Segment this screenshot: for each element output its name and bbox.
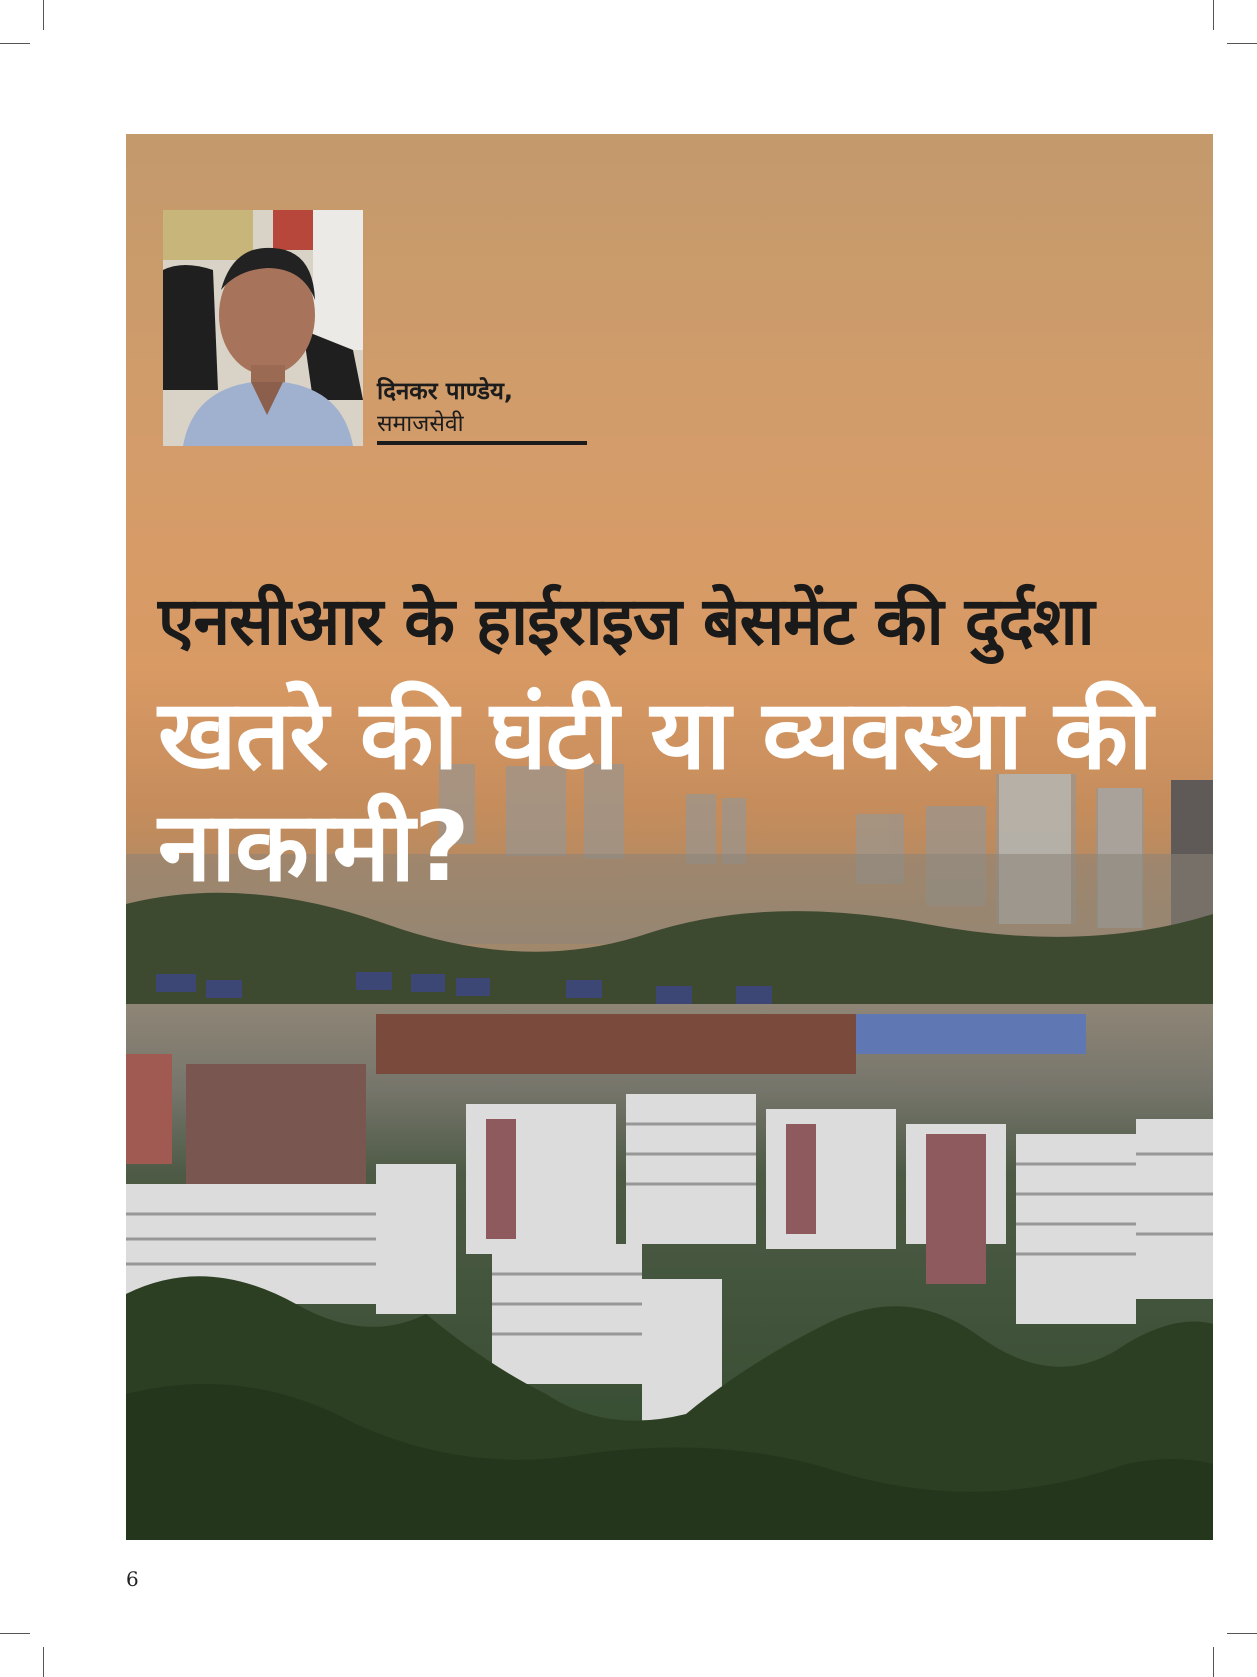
author-photo [163, 210, 363, 446]
page-number: 6 [126, 1567, 139, 1591]
hero-cityscape-image [126, 134, 1213, 1540]
headline-kicker: एनसीआर के हाईराइज बेसमेंट की दुर्दशा [158, 583, 1094, 660]
crop-mark-bottom-right-v [1213, 1647, 1214, 1677]
author-name: दिनकर पाण्डेय, [377, 377, 514, 405]
headline-main: खतरे की घंटी या व्यवस्था की नाकामी? [158, 679, 1152, 903]
crop-mark-bottom-left-v [43, 1647, 44, 1677]
crop-mark-bottom-left-h [0, 1633, 30, 1634]
author-role: समाजसेवी [377, 411, 464, 437]
crop-mark-top-right-v [1213, 0, 1214, 30]
author-avatar-illustration [163, 210, 363, 446]
crop-mark-top-left-h [0, 43, 30, 44]
crop-mark-top-right-h [1227, 43, 1257, 44]
crop-mark-bottom-right-h [1227, 1633, 1257, 1634]
crop-mark-top-left-v [43, 0, 44, 30]
byline-divider [377, 441, 587, 445]
